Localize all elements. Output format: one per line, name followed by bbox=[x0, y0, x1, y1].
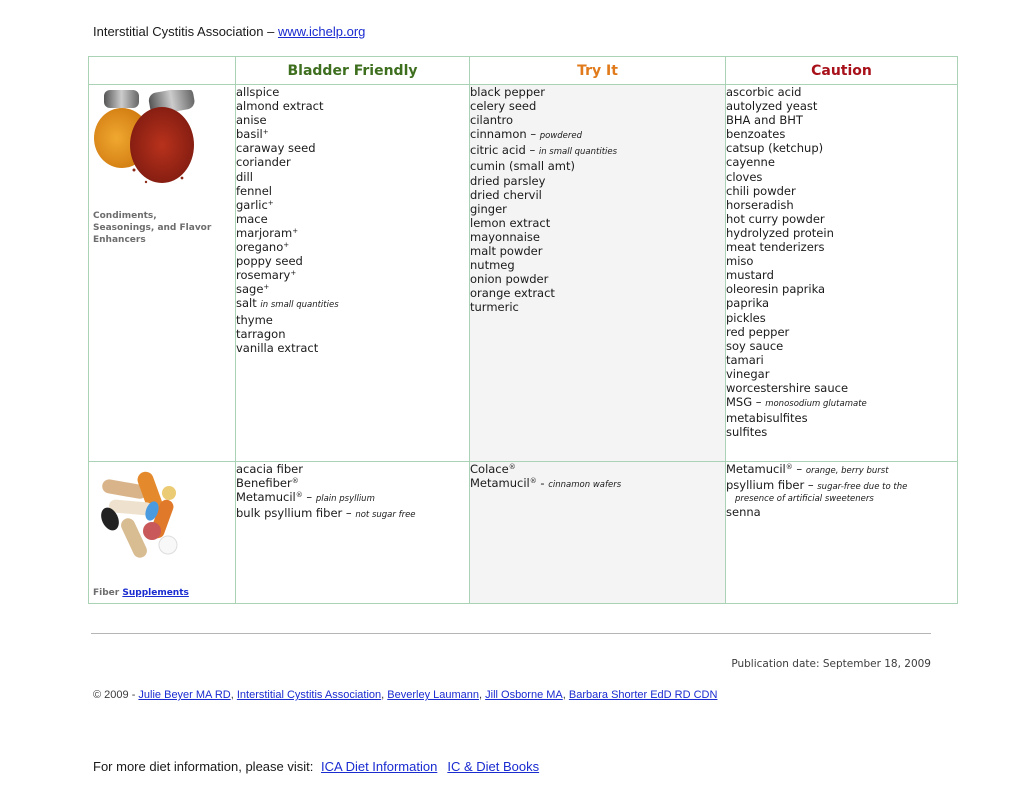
list-item: rosemary+ bbox=[236, 268, 297, 283]
list-item: bulk psyllium fiber – not sugar free bbox=[236, 506, 416, 521]
author-link-ica[interactable]: Interstitial Cystitis Association bbox=[236, 689, 382, 701]
list-item: orange extract bbox=[470, 286, 555, 301]
list-item: almond extract bbox=[236, 99, 324, 114]
header-caution: Caution bbox=[726, 57, 958, 85]
header-try-it: Try It bbox=[470, 57, 726, 85]
header-category bbox=[89, 57, 236, 85]
list-item: benzoates bbox=[726, 127, 786, 142]
list-item: garlic+ bbox=[236, 197, 274, 212]
pills-image bbox=[97, 467, 197, 567]
list-item: Metamucil® - cinnamon wafers bbox=[470, 476, 622, 491]
list-item: metabisulfites bbox=[726, 411, 808, 426]
list-item: citric acid – in small quantities bbox=[470, 143, 618, 158]
list-item: malt powder bbox=[470, 244, 543, 259]
list-item: miso bbox=[726, 254, 754, 269]
list-item: Colace® bbox=[470, 462, 516, 476]
author-link-beverley-laumann[interactable]: Beverley Laumann bbox=[387, 689, 479, 701]
list-item: tarragon bbox=[236, 326, 286, 341]
list-item: cloves bbox=[726, 169, 763, 184]
list-item: onion powder bbox=[470, 272, 549, 287]
list-item: ginger bbox=[470, 201, 507, 216]
list-item: nutmeg bbox=[470, 258, 515, 273]
list-item-note: presence of artificial sweeteners bbox=[735, 494, 874, 505]
spices-image bbox=[94, 90, 197, 190]
list-item: vanilla extract bbox=[236, 340, 319, 355]
list-item: lemon extract bbox=[470, 215, 551, 230]
publication-date: Publication date: September 18, 2009 bbox=[731, 658, 931, 670]
copyright-line: © 2009 - Julie Beyer MA RD, Interstitial Cystitis Association, Beverley Laumann, Jill Osborne MA, Barbara Shorter EdD RD CDN bbox=[93, 689, 718, 701]
ic-diet-books-link[interactable]: IC & Diet Books bbox=[447, 759, 540, 774]
more-info-line: For more diet information, please visit: ICA Diet Information IC & Diet Books bbox=[93, 759, 540, 774]
list-item: senna bbox=[726, 505, 761, 520]
caution-list bbox=[726, 462, 958, 604]
list-item: cilantro bbox=[470, 113, 514, 128]
list-item: BHA and BHT bbox=[726, 113, 803, 128]
list-item: dill bbox=[236, 169, 253, 184]
list-item: mace bbox=[236, 211, 268, 226]
list-item: Metamucil® – plain psyllium bbox=[236, 490, 375, 505]
list-item: turmeric bbox=[470, 300, 519, 315]
list-item: Metamucil® – orange, berry burst bbox=[726, 462, 889, 476]
list-item: cinnamon – powdered bbox=[470, 127, 583, 142]
author-link-jill-osborne[interactable]: Jill Osborne MA bbox=[485, 689, 563, 701]
list-item: celery seed bbox=[470, 99, 537, 114]
list-item: coriander bbox=[236, 155, 291, 170]
list-item: cumin (small amt) bbox=[470, 159, 575, 174]
list-item: MSG – monosodium glutamate bbox=[726, 395, 867, 410]
list-item: oregano+ bbox=[236, 240, 290, 255]
table-row-fiber bbox=[89, 462, 958, 604]
table-header-row bbox=[89, 57, 958, 85]
category-cell bbox=[89, 462, 236, 604]
list-item: soy sauce bbox=[726, 338, 784, 353]
ica-diet-information-link[interactable]: ICA Diet Information bbox=[321, 759, 438, 774]
list-item: cayenne bbox=[726, 155, 775, 170]
list-item: meat tenderizers bbox=[726, 240, 825, 255]
list-item: Benefiber® bbox=[236, 476, 299, 491]
list-item: acacia fiber bbox=[236, 462, 303, 476]
ichelp-link[interactable]: www.ichelp.org bbox=[277, 24, 366, 39]
list-item: worcestershire sauce bbox=[726, 380, 849, 395]
try-it-list bbox=[470, 462, 726, 604]
list-item: thyme bbox=[236, 312, 273, 327]
category-label: Fiber Supplements bbox=[93, 588, 189, 598]
list-item: marjoram+ bbox=[236, 225, 299, 240]
category-label: Condiments, Seasonings, and Flavor Enhancers bbox=[93, 211, 212, 245]
header-bladder-friendly: Bladder Friendly bbox=[236, 57, 470, 85]
list-item: hydrolyzed protein bbox=[726, 225, 834, 240]
list-item: dried parsley bbox=[470, 173, 546, 188]
list-item: vinegar bbox=[726, 366, 770, 381]
list-item: mayonnaise bbox=[470, 229, 540, 244]
list-item: salt in small quantities bbox=[236, 296, 339, 311]
list-item: hot curry powder bbox=[726, 211, 825, 226]
supplements-link[interactable]: Supplements bbox=[122, 588, 189, 598]
list-item: psyllium fiber – sugar-free due to the bbox=[726, 478, 908, 493]
try-it-list bbox=[470, 85, 726, 462]
list-item: catsup (ketchup) bbox=[726, 141, 824, 156]
list-item: allspice bbox=[236, 85, 280, 99]
org-name: Interstitial Cystitis Association – bbox=[93, 24, 278, 39]
author-link-julie-beyer[interactable]: Julie Beyer MA RD bbox=[138, 689, 231, 701]
list-item: sulfites bbox=[726, 425, 768, 440]
list-item: mustard bbox=[726, 268, 774, 283]
list-item: caraway seed bbox=[236, 141, 316, 156]
list-item: anise bbox=[236, 113, 267, 128]
list-item: sage+ bbox=[236, 282, 270, 297]
author-link-barbara-shorter[interactable]: Barbara Shorter EdD RD CDN bbox=[568, 689, 718, 701]
list-item: paprika bbox=[726, 296, 770, 311]
list-item: autolyzed yeast bbox=[726, 99, 818, 114]
list-item: pickles bbox=[726, 310, 766, 325]
list-item: chili powder bbox=[726, 183, 796, 198]
list-item: ascorbic acid bbox=[726, 85, 802, 99]
page-header bbox=[93, 24, 365, 39]
list-item: black pepper bbox=[470, 85, 545, 99]
diet-table bbox=[88, 56, 958, 604]
list-item: basil+ bbox=[236, 127, 269, 142]
list-item: horseradish bbox=[726, 197, 794, 212]
bladder-friendly-list bbox=[236, 85, 470, 462]
bladder-friendly-list bbox=[236, 462, 470, 604]
list-item: poppy seed bbox=[236, 254, 303, 269]
footer-divider bbox=[91, 633, 931, 634]
list-item: oleoresin paprika bbox=[726, 282, 826, 297]
list-item: dried chervil bbox=[470, 187, 542, 202]
list-item: tamari bbox=[726, 352, 764, 367]
caution-list bbox=[726, 85, 958, 462]
table-row-condiments bbox=[89, 85, 958, 462]
list-item: red pepper bbox=[726, 324, 790, 339]
category-cell bbox=[89, 85, 236, 462]
list-item: fennel bbox=[236, 183, 272, 198]
